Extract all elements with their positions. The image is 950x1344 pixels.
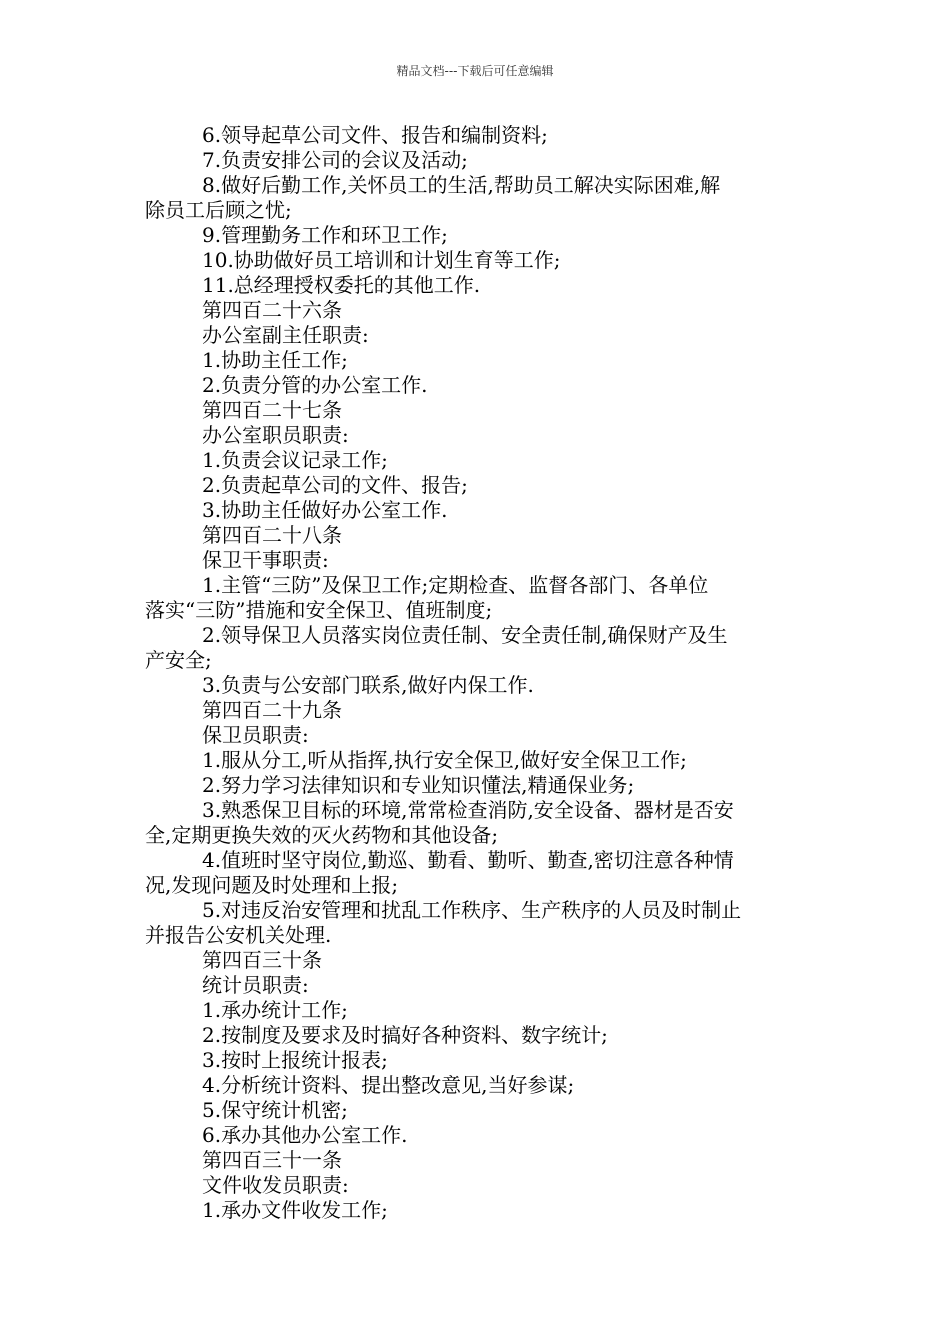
text-line: 除员工后顾之忧; — [145, 198, 292, 222]
text-line: 办公室副主任职责: — [202, 323, 369, 347]
text-line: 1.协助主任工作; — [202, 348, 348, 372]
text-line: 1.服从分工,听从指挥,执行安全保卫,做好安全保卫工作; — [202, 748, 687, 772]
text-line: 全,定期更换失效的灭火药物和其他设备; — [145, 823, 499, 847]
text-line: 文件收发员职责: — [202, 1173, 349, 1197]
text-line: 第四百二十六条 — [202, 298, 342, 322]
text-line: 保卫干事职责: — [202, 548, 329, 572]
text-line: 5.对违反治安管理和扰乱工作秩序、生产秩序的人员及时制止 — [202, 898, 742, 922]
text-line: 2.按制度及要求及时搞好各种资料、数字统计; — [202, 1023, 608, 1047]
text-line: 1.承办统计工作; — [202, 998, 348, 1022]
text-line: 3.负责与公安部门联系,做好内保工作. — [202, 673, 534, 697]
text-line: 7.负责安排公司的会议及活动; — [202, 148, 468, 172]
text-line: 6.承办其他办公室工作. — [202, 1123, 408, 1147]
text-line: 1.主管“三防”及保卫工作;定期检查、监督各部门、各单位 — [202, 573, 709, 597]
text-line: 4.值班时坚守岗位,勤巡、勤看、勤听、勤查,密切注意各种情 — [202, 848, 734, 872]
text-line: 6.领导起草公司文件、报告和编制资料; — [202, 123, 548, 147]
text-line: 2.负责分管的办公室工作. — [202, 373, 428, 397]
text-line: 5.保守统计机密; — [202, 1098, 348, 1122]
text-line: 4.分析统计资料、提出整改意见,当好参谋; — [202, 1073, 575, 1097]
text-line: 3.协助主任做好办公室工作. — [202, 498, 448, 522]
text-line: 2.努力学习法律知识和专业知识懂法,精通保业务; — [202, 773, 635, 797]
text-line: 第四百三十一条 — [202, 1148, 342, 1172]
text-line: 况,发现问题及时处理和上报; — [145, 873, 399, 897]
text-line: 统计员职责: — [202, 973, 309, 997]
text-line: 9.管理勤务工作和环卫工作; — [202, 223, 448, 247]
text-line: 2.负责起草公司的文件、报告; — [202, 473, 468, 497]
text-line: 3.按时上报统计报表; — [202, 1048, 388, 1072]
text-line: 1.负责会议记录工作; — [202, 448, 388, 472]
text-line: 2.领导保卫人员落实岗位责任制、安全责任制,确保财产及生 — [202, 623, 728, 647]
text-line: 产安全; — [145, 648, 212, 672]
text-line: 落实“三防”措施和安全保卫、值班制度; — [145, 598, 493, 622]
text-line: 3.熟悉保卫目标的环境,常常检查消防,安全设备、器材是否安 — [202, 798, 734, 822]
text-line: 办公室职员职责: — [202, 423, 349, 447]
text-line: 1.承办文件收发工作; — [202, 1198, 388, 1222]
document-body — [145, 123, 807, 1223]
text-line: 8.做好后勤工作,关怀员工的生活,帮助员工解决实际困难,解 — [202, 173, 721, 197]
text-line: 第四百三十条 — [202, 948, 322, 972]
text-line: 第四百二十九条 — [202, 698, 342, 722]
text-line: 第四百二十七条 — [202, 398, 342, 422]
text-line: 并报告公安机关处理. — [145, 923, 332, 947]
text-line: 10.协助做好员工培训和计划生育等工作; — [202, 248, 561, 272]
page-header: 精品文档---下载后可任意编辑 — [396, 64, 554, 78]
text-line: 保卫员职责: — [202, 723, 309, 747]
text-line: 第四百二十八条 — [202, 523, 342, 547]
text-line: 11.总经理授权委托的其他工作. — [202, 273, 481, 297]
